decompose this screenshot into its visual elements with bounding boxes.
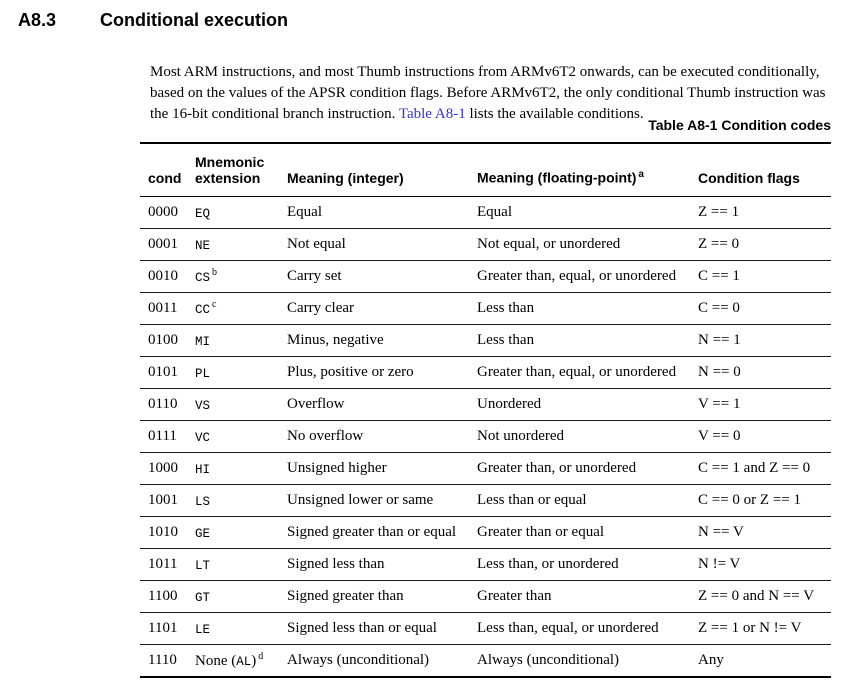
- mnemonic-cell: MI: [195, 325, 287, 357]
- footnote-marker-c: c: [212, 299, 217, 310]
- mnemonic-cell: VC: [195, 421, 287, 453]
- table-caption: Table A8-1 Condition codes: [648, 117, 831, 133]
- footnote-marker-a: a: [638, 169, 644, 181]
- table-row: [140, 421, 831, 453]
- mnemonic-cell: None (AL) $^d$: [195, 645, 287, 678]
- header-condition-flags: Condition flags: [698, 143, 831, 197]
- flags-cell: C == 0: [698, 293, 831, 325]
- flags-cell: V == 1: [698, 389, 831, 421]
- intro-text-before: Most ARM instructions, and most Thumb instructions from ARMv6T2 onwards, can be executed conditionally, based on the values of the APSR condition flags. Before ARMv6T2, the only conditional Thumb instruction was the 16-bit conditional branch instruction.: [150, 64, 826, 122]
- meaning-int-cell: Unsigned higher: [287, 453, 477, 485]
- flags-cell: Z == 1 or N != V: [698, 613, 831, 645]
- meaning-fp-cell: Less than: [477, 293, 698, 325]
- flags-cell: C == 1 and Z == 0: [698, 453, 831, 485]
- mnemonic-cell: VS: [195, 389, 287, 421]
- flags-cell: Z == 1: [698, 197, 831, 229]
- meaning-int-cell: Signed less than or equal: [287, 613, 477, 645]
- mnemonic-cell: LE: [195, 613, 287, 645]
- header-meaning-integer: Meaning (integer): [287, 143, 477, 197]
- meaning-fp-cell: Greater than or equal: [477, 517, 698, 549]
- meaning-fp-cell: Not unordered: [477, 421, 698, 453]
- meaning-int-cell: Overflow: [287, 389, 477, 421]
- condition-codes-table: [140, 142, 831, 678]
- mnemonic-cell: GT: [195, 581, 287, 613]
- meaning-int-cell: Carry set: [287, 261, 477, 293]
- cond-cell: 1100: [140, 581, 195, 613]
- cond-cell: 1101: [140, 613, 195, 645]
- meaning-fp-cell: Less than, or unordered: [477, 549, 698, 581]
- meaning-int-cell: Signed less than: [287, 549, 477, 581]
- cond-cell: 0001: [140, 229, 195, 261]
- intro-text-after: lists the available conditions.: [465, 106, 644, 122]
- cond-cell: 1000: [140, 453, 195, 485]
- flags-cell: V == 0: [698, 421, 831, 453]
- mnemonic-cell: CS $^b$: [195, 261, 287, 293]
- table-row: [140, 229, 831, 261]
- header-cond: cond: [140, 143, 195, 197]
- table-row: [140, 613, 831, 645]
- meaning-int-cell: Unsigned lower or same: [287, 485, 477, 517]
- meaning-fp-cell: Greater than: [477, 581, 698, 613]
- meaning-fp-cell: Greater than, or unordered: [477, 453, 698, 485]
- meaning-fp-cell: Less than: [477, 325, 698, 357]
- cond-cell: 0011: [140, 293, 195, 325]
- table-row: [140, 389, 831, 421]
- cond-cell: 0000: [140, 197, 195, 229]
- meaning-int-cell: Minus, negative: [287, 325, 477, 357]
- cond-cell: 1001: [140, 485, 195, 517]
- table-row: [140, 357, 831, 389]
- cond-cell: 1110: [140, 645, 195, 678]
- flags-cell: N == 0: [698, 357, 831, 389]
- meaning-fp-cell: Not equal, or unordered: [477, 229, 698, 261]
- cond-cell: 0111: [140, 421, 195, 453]
- cond-cell: 0100: [140, 325, 195, 357]
- header-mnemonic: Mnemonic extension: [195, 143, 287, 197]
- table-a8-1-link[interactable]: Table A8-1: [398, 106, 466, 122]
- table-row: [140, 581, 831, 613]
- mnemonic-cell: LS: [195, 485, 287, 517]
- table-row: [140, 453, 831, 485]
- meaning-int-cell: Plus, positive or zero: [287, 357, 477, 389]
- meaning-fp-cell: Unordered: [477, 389, 698, 421]
- meaning-fp-cell: Greater than, equal, or unordered: [477, 261, 698, 293]
- flags-cell: N != V: [698, 549, 831, 581]
- table-row: [140, 517, 831, 549]
- meaning-fp-cell: Less than, equal, or unordered: [477, 613, 698, 645]
- meaning-int-cell: Carry clear: [287, 293, 477, 325]
- table-row: [140, 549, 831, 581]
- footnote-marker-b: b: [212, 267, 218, 278]
- header-meaning-fp: Meaning (floating-point) $^a$: [477, 143, 698, 197]
- meaning-fp-cell: Always (unconditional): [477, 645, 698, 678]
- section-title: Conditional execution: [100, 10, 289, 30]
- mnemonic-cell: EQ: [195, 197, 287, 229]
- flags-cell: C == 0 or Z == 1: [698, 485, 831, 517]
- flags-cell: N == V: [698, 517, 831, 549]
- flags-cell: Z == 0: [698, 229, 831, 261]
- mnemonic-cell: NE: [195, 229, 287, 261]
- cond-cell: 0110: [140, 389, 195, 421]
- table-row: [140, 645, 831, 678]
- meaning-int-cell: Not equal: [287, 229, 477, 261]
- mnemonic-cell: CC $^c$: [195, 293, 287, 325]
- meaning-fp-cell: Greater than, equal, or unordered: [477, 357, 698, 389]
- flags-cell: Z == 0 and N == V: [698, 581, 831, 613]
- section-number: A8.3: [18, 10, 57, 30]
- meaning-int-cell: No overflow: [287, 421, 477, 453]
- flags-cell: N == 1: [698, 325, 831, 357]
- table-row: [140, 293, 831, 325]
- mnemonic-cell: LT: [195, 549, 287, 581]
- table-row: [140, 485, 831, 517]
- cond-cell: 1010: [140, 517, 195, 549]
- mnemonic-cell: PL: [195, 357, 287, 389]
- table-row: [140, 325, 831, 357]
- meaning-int-cell: Signed greater than or equal: [287, 517, 477, 549]
- meaning-int-cell: Always (unconditional): [287, 645, 477, 678]
- mnemonic-cell: GE: [195, 517, 287, 549]
- table-row: [140, 261, 831, 293]
- mnemonic-cell: HI: [195, 453, 287, 485]
- cond-cell: 0010: [140, 261, 195, 293]
- meaning-int-cell: Signed greater than: [287, 581, 477, 613]
- meaning-fp-cell: Less than or equal: [477, 485, 698, 517]
- cond-cell: 1011: [140, 549, 195, 581]
- intro-paragraph: [150, 62, 828, 125]
- cond-cell: 0101: [140, 357, 195, 389]
- meaning-int-cell: Equal: [287, 197, 477, 229]
- table-row: [140, 197, 831, 229]
- footnote-marker-d: d: [258, 651, 264, 662]
- table-header-row: [140, 143, 831, 197]
- flags-cell: C == 1: [698, 261, 831, 293]
- flags-cell: Any: [698, 645, 831, 678]
- meaning-fp-cell: Equal: [477, 197, 698, 229]
